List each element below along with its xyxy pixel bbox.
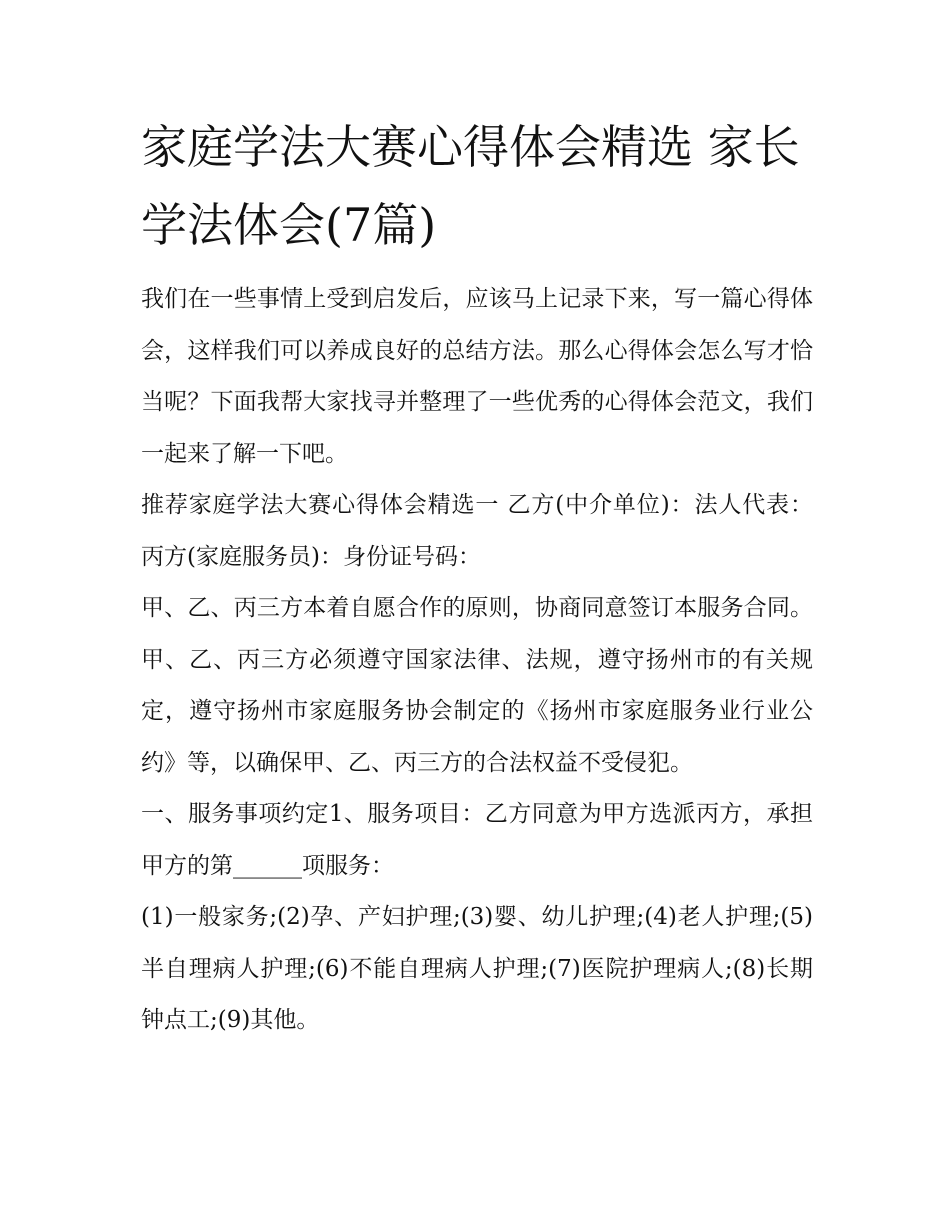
document-body <box>141 274 813 1047</box>
paragraph-service-items: 一、服务事项约定1、服务项目：乙方同意为甲方选派丙方，承担甲方的第______项服务： <box>141 801 813 879</box>
paragraph-parties: 推荐家庭学法大赛心得体会精选一 乙方(中介单位)：法人代表： 丙方(家庭服务员)：身份证号码： <box>141 492 813 570</box>
paragraph-intro: 我们在一些事情上受到启发后，应该马上记录下来，写一篇心得体会，这样我们可以养成良好的总结方法。那么心得体会怎么写才恰当呢？下面我帮大家找寻并整理了一些优秀的心得体会范文，我们一起来了解一下吧。 <box>141 286 813 467</box>
document-title: 家庭学法大赛心得体会精选 家长学法体会(7篇) <box>141 120 800 252</box>
document-page <box>141 108 813 1047</box>
paragraph-principles: 甲、乙、丙三方本着自愿合作的原则，协商同意签订本服务合同。甲、乙、丙三方必须遵守国家法律、法规，遵守扬州市的有关规定，遵守扬州市家庭服务协会制定的《扬州市家庭服务业行业公约》等，以确保甲、乙、丙三方的合法权益不受侵犯。 <box>141 595 813 776</box>
paragraph-service-list: (1)一般家务;(2)孕、产妇护理;(3)婴、幼儿护理;(4)老人护理;(5)半自理病人护理;(6)不能自理病人护理;(7)医院护理病人;(8)长期钟点工;(9)其他。 <box>141 904 813 1033</box>
